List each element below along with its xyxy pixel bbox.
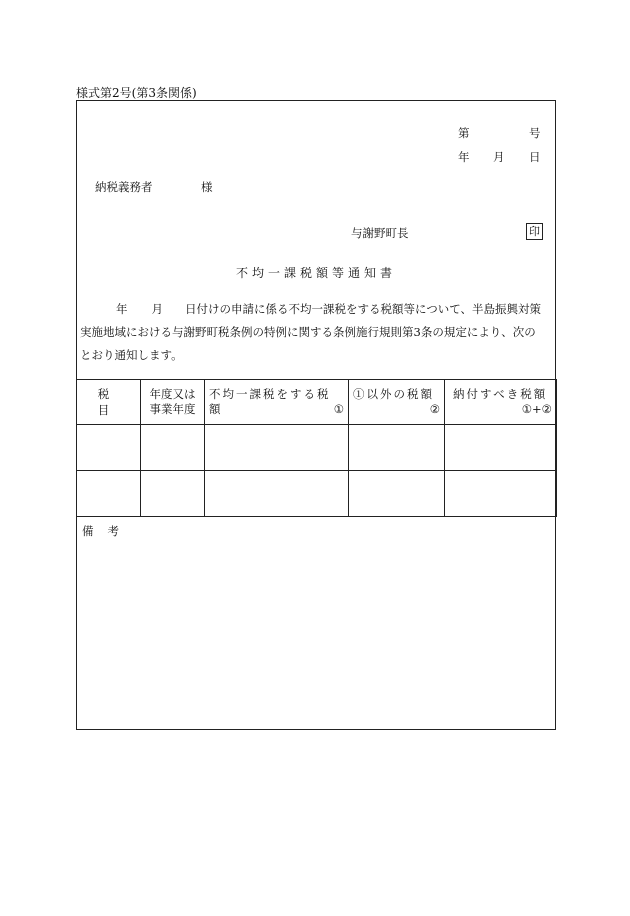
cell-uneven-tax[interactable] <box>205 425 349 471</box>
header-tax-item: 税 目 <box>77 380 141 425</box>
cell-uneven-tax[interactable] <box>205 471 349 517</box>
taxpayer-honorific: 様 <box>201 180 213 194</box>
body-line-3: とおり通知します。 <box>80 348 183 362</box>
header-uneven-tax: 不均一課税をする税 額 ① <box>205 380 349 425</box>
cell-tax-item[interactable] <box>77 471 141 517</box>
number-prefix: 第 <box>458 126 470 140</box>
table-row <box>77 425 557 471</box>
form-label: 様式第2号(第3条関係) <box>76 86 197 100</box>
remarks-label: 備考 <box>82 524 133 538</box>
cell-payable-tax[interactable] <box>445 471 557 517</box>
cell-payable-tax[interactable] <box>445 425 557 471</box>
number-suffix: 号 <box>529 126 541 140</box>
cell-other-tax[interactable] <box>349 471 445 517</box>
cell-fiscal-year[interactable] <box>141 471 205 517</box>
seal-stamp: 印 <box>526 223 543 240</box>
header-other-tax: ①以外の税額 ② <box>349 380 445 425</box>
cell-tax-item[interactable] <box>77 425 141 471</box>
notice-body <box>80 298 552 367</box>
cell-other-tax[interactable] <box>349 425 445 471</box>
table-header-row <box>77 380 557 425</box>
header-fiscal-year: 年度又は 事業年度 <box>141 380 205 425</box>
cell-fiscal-year[interactable] <box>141 425 205 471</box>
body-line-1: 年 月 日付けの申請に係る不均一課税をする税額等について、半島振興対策 <box>116 302 542 316</box>
header-payable-tax: 納付すべき税額 ①+② <box>445 380 557 425</box>
tax-table <box>76 379 557 517</box>
date-day: 日 <box>529 150 541 164</box>
body-line-2: 実施地域における与謝野町税条例の特例に関する条例施行規則第3条の規定により、次の <box>80 325 536 339</box>
date-year: 年 <box>458 150 470 164</box>
table-row <box>77 471 557 517</box>
date-month: 月 <box>493 150 505 164</box>
issuer-title: 与謝野町長 <box>351 226 409 240</box>
document-title: 不均一課税額等通知書 <box>235 266 396 280</box>
taxpayer-label: 納税義務者 <box>95 180 153 194</box>
